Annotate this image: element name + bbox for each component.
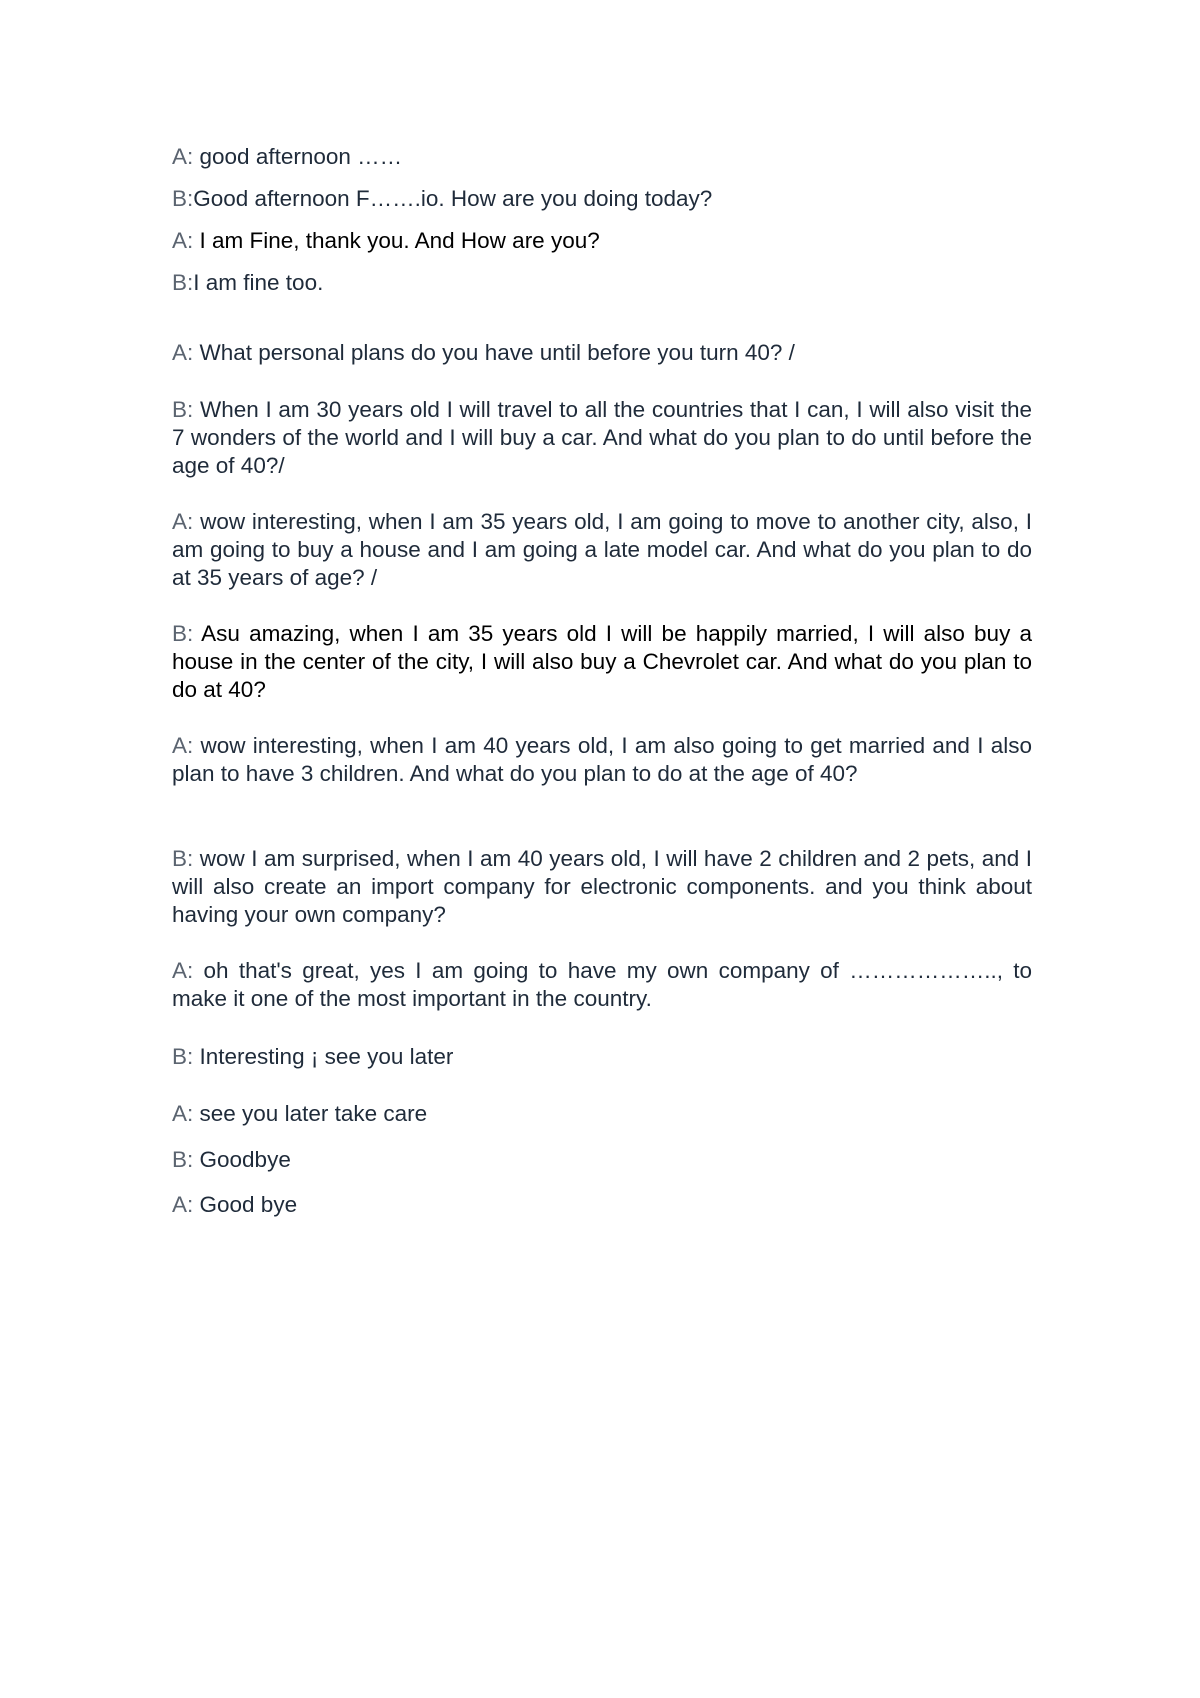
speaker-label: A: (172, 1101, 200, 1126)
dialogue-line-6 (172, 396, 1032, 480)
dialogue-line-2 (172, 185, 1032, 213)
line-text: Good afternoon F…….io. How are you doing today? (193, 186, 713, 211)
line-text: wow interesting, when I am 35 years old, I am going to move to another city, also, I am going to buy a house and I am going a late model car. And what do you plan to do at 35 years of age? / (172, 509, 1032, 590)
line-text: wow interesting, when I am 40 years old, I am also going to get married and I also plan to have 3 children. And what do you plan to do at the age of 40? (172, 733, 1032, 786)
dialogue-line-5 (172, 339, 1032, 367)
speaker-label: B: (172, 621, 202, 646)
dialogue-line-14 (172, 1146, 1032, 1174)
speaker-label: A: (172, 340, 200, 365)
dialogue-line-10 (172, 845, 1032, 929)
dialogue-line-4 (172, 269, 1032, 297)
speaker-label: B: (172, 397, 200, 422)
line-text: I am fine too. (193, 270, 324, 295)
speaker-label: A: (172, 733, 201, 758)
speaker-label: A: (172, 958, 204, 983)
line-text: oh that's great, yes I am going to have my own company of ……………….., to make it one of the most important in the country. (172, 958, 1032, 1011)
speaker-label: B: (172, 846, 200, 871)
line-text: What personal plans do you have until before you turn 40? / (199, 340, 795, 365)
dialogue-line-7 (172, 508, 1032, 592)
dialogue-line-1 (172, 143, 1032, 171)
speaker-label: B: (172, 186, 194, 211)
dialogue-line-3 (172, 227, 1032, 255)
speaker-label: A: (172, 144, 200, 169)
line-text: see you later take care (199, 1101, 428, 1126)
speaker-label: A: (172, 228, 200, 253)
dialogue-line-15 (172, 1191, 1032, 1219)
dialogue-line-11 (172, 957, 1032, 1013)
speaker-label: A: (172, 1192, 200, 1217)
line-text: Asu amazing, when I am 35 years old I will be happily married, I will also buy a house in the center of the city, I will also buy a Chevrolet car. And what do you plan to do at 40? (172, 621, 1032, 702)
speaker-label: B: (172, 1044, 200, 1069)
line-text: Good bye (199, 1192, 298, 1217)
speaker-label: B: (172, 1147, 200, 1172)
speaker-label: A: (172, 509, 201, 534)
line-text: Interesting ¡ see you later (199, 1044, 454, 1069)
line-text: When I am 30 years old I will travel to all the countries that I can, I will also visit the 7 wonders of the world and I will buy a car. And what do you plan to do until before the age of 40?/ (172, 397, 1032, 478)
dialogue-line-8 (172, 620, 1032, 704)
line-text: Goodbye (199, 1147, 291, 1172)
dialogue-line-13 (172, 1100, 1032, 1128)
dialogue-line-9 (172, 732, 1032, 788)
speaker-label: B: (172, 270, 194, 295)
dialogue-line-12 (172, 1043, 1032, 1071)
line-text: good afternoon …… (199, 144, 403, 169)
line-text: wow I am surprised, when I am 40 years old, I will have 2 children and 2 pets, and I will also create an import company for electronic components. and you think about having your own company? (172, 846, 1033, 927)
line-text: I am Fine, thank you. And How are you? (199, 228, 600, 253)
